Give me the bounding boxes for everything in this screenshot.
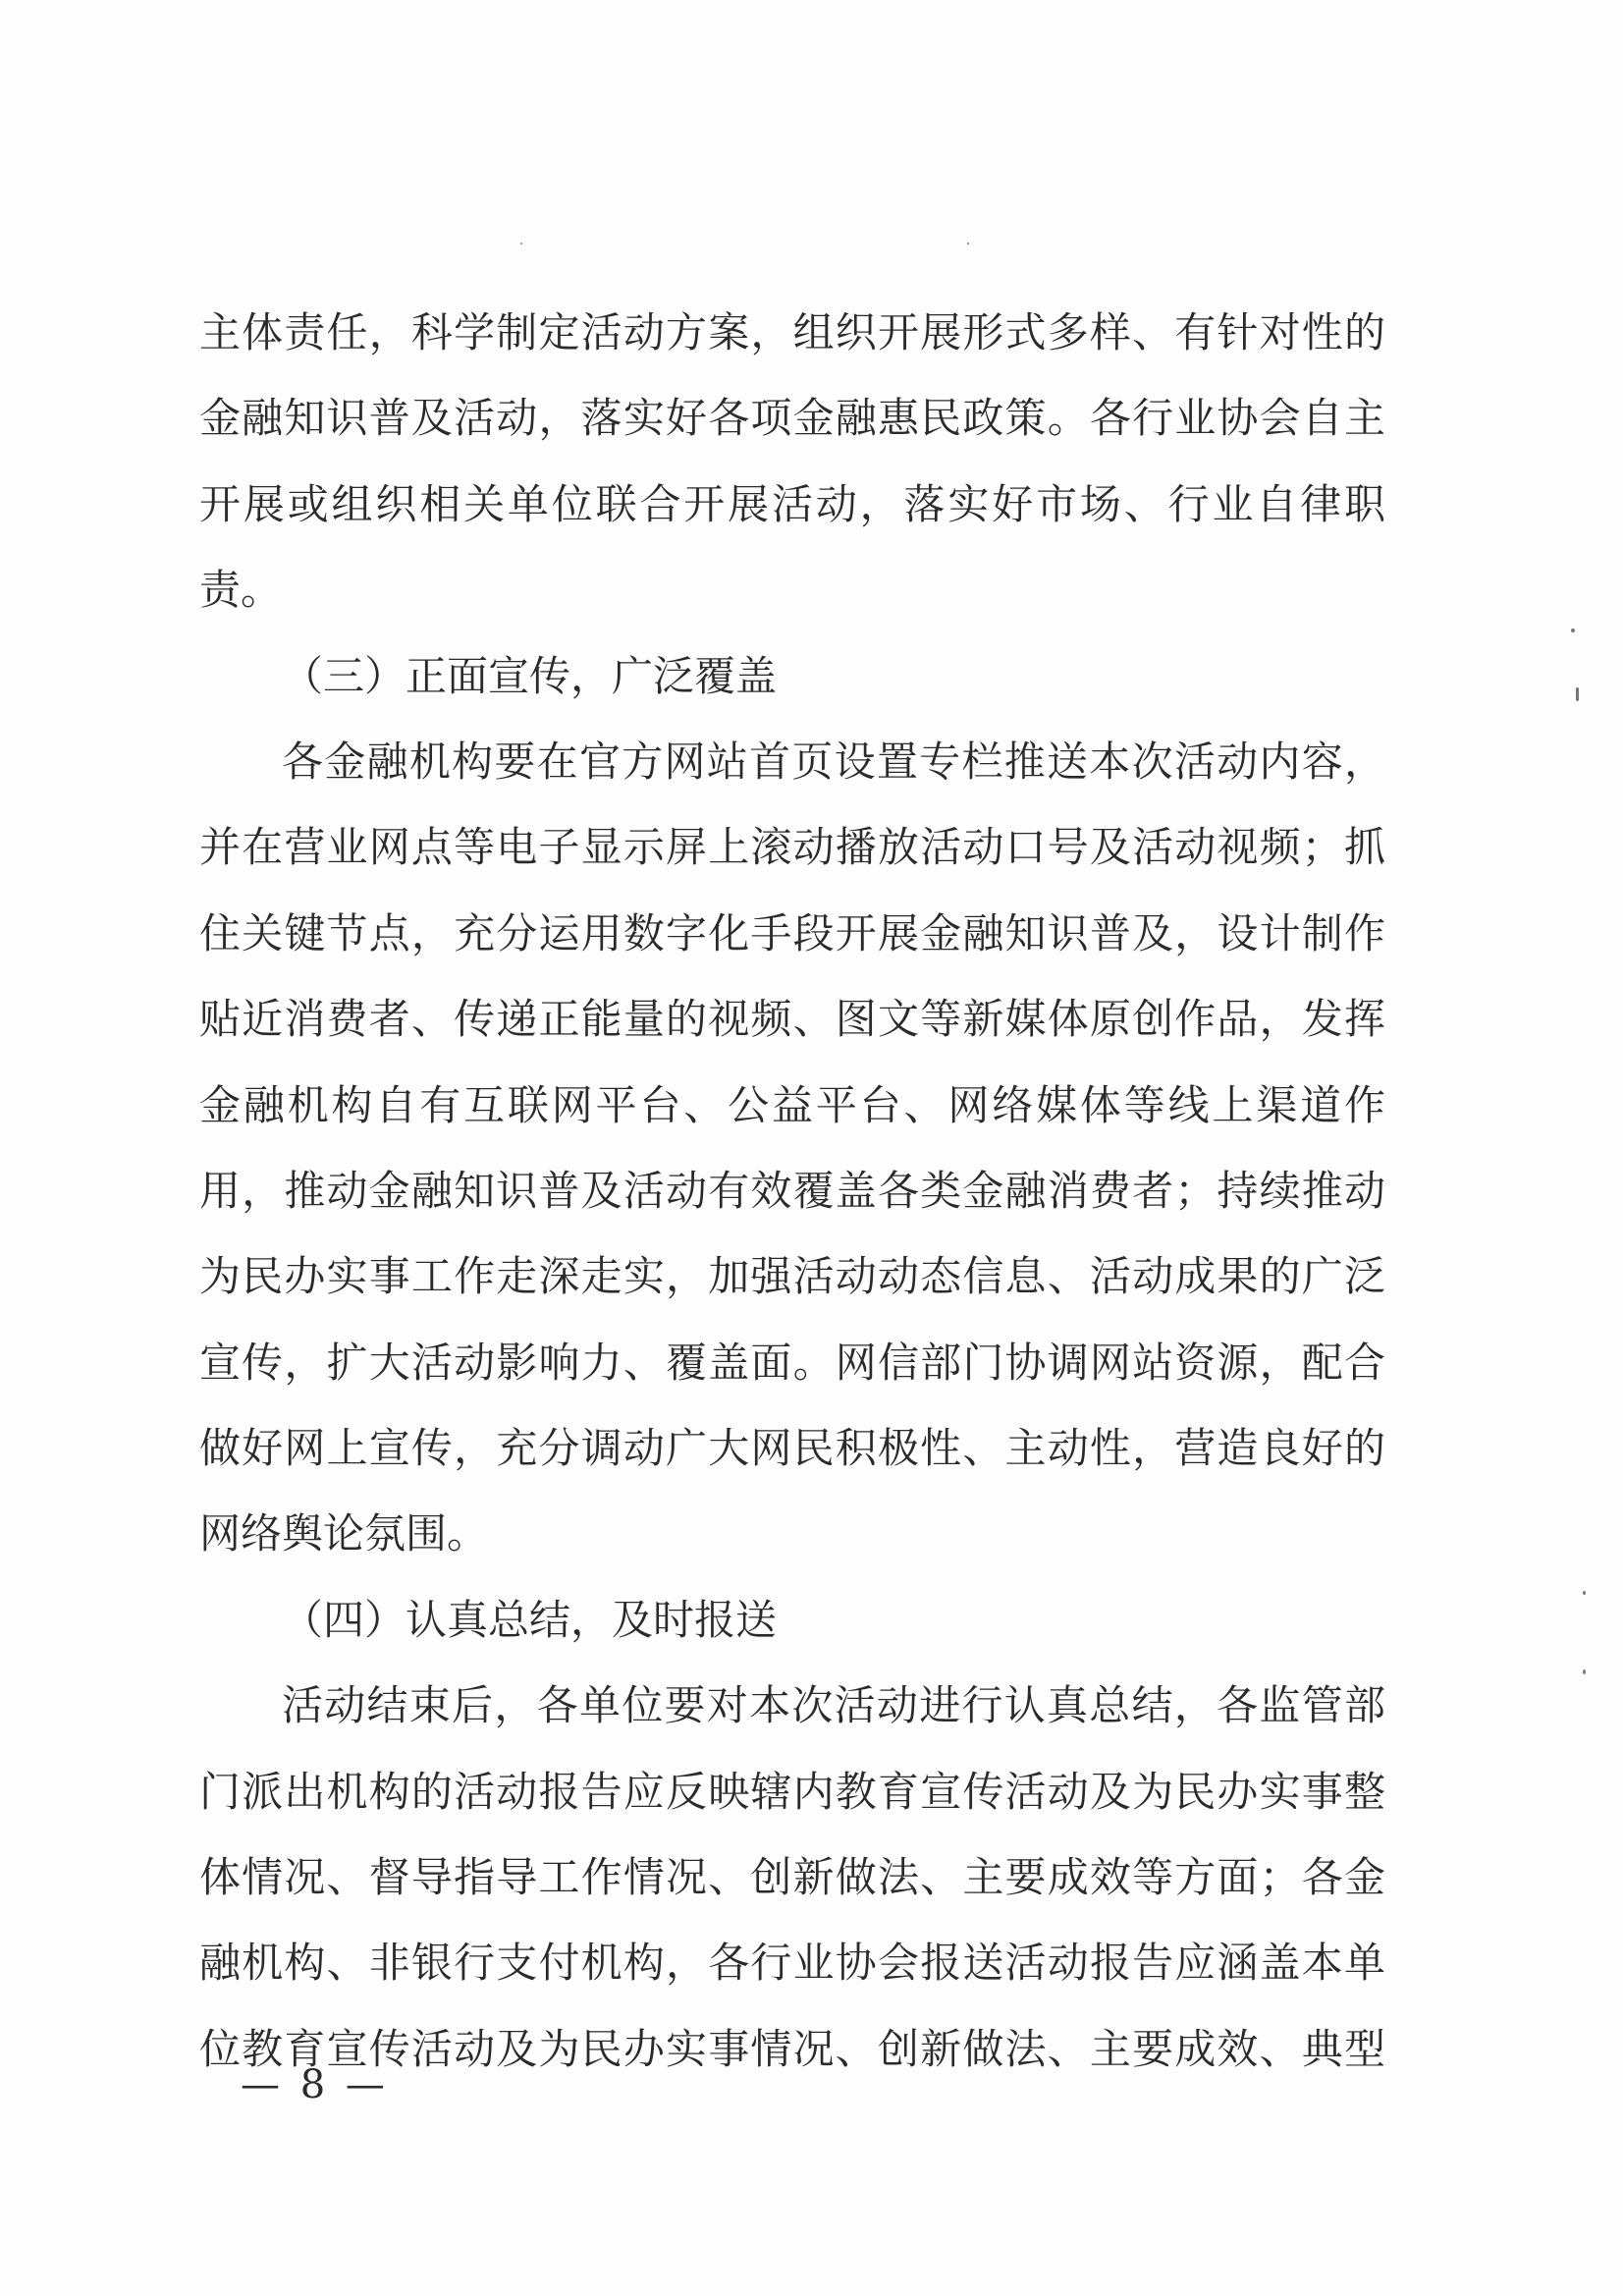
body-line: 各金融机构要在官方网站首页设置专栏推送本次活动内容，: [282, 737, 1385, 786]
body-line: 门派出机构的活动报告应反映辖内教育宣传活动及为民办实事整: [199, 1767, 1385, 1816]
body-line: 位教育宣传活动及为民办实事情况、创新做法、主要成效、典型: [199, 2024, 1385, 2073]
body-line: 开展或组织相关单位联合开展活动，落实好市场、行业自律职: [199, 479, 1385, 528]
body-line: 用，推动金融知识普及活动有效覆盖各类金融消费者；持续推动: [199, 1166, 1385, 1215]
body-line: 网络舆论氛围。: [199, 1509, 489, 1558]
body-line: 融机构、非银行支付机构，各行业协会报送活动报告应涵盖本单: [199, 1939, 1385, 1988]
body-line: 贴近消费者、传递正能量的视频、图文等新媒体原创作品，发挥: [199, 995, 1385, 1044]
body-line: 金融知识普及活动，落实好各项金融惠民政策。各行业协会自主: [199, 394, 1385, 443]
scan-speck: [1576, 687, 1579, 701]
body-line: 体情况、督导指导工作情况、创新做法、主要成效等方面；各金: [199, 1853, 1385, 1902]
scan-speck: [1583, 1669, 1586, 1674]
section-heading-4: （四）认真总结，及时报送: [282, 1595, 778, 1644]
body-line: 住关键节点，充分运用数字化手段开展金融知识普及，设计制作: [199, 908, 1385, 957]
scan-speck: [1583, 1591, 1586, 1595]
scan-speck: [520, 243, 522, 245]
scan-speck: [967, 243, 969, 245]
document-body: [199, 290, 1385, 2092]
body-line: 并在营业网点等电子显示屏上滚动播放活动口号及活动视频；抓: [199, 823, 1385, 872]
body-line: 做好网上宣传，充分调动广大网民积极性、主动性，营造良好的: [199, 1424, 1385, 1473]
body-line: 金融机构自有互联网平台、公益平台、网络媒体等线上渠道作: [199, 1080, 1385, 1129]
body-line: 主体责任，科学制定活动方案，组织开展形式多样、有针对性的: [199, 308, 1385, 356]
section-heading-3: （三）正面宣传，广泛覆盖: [282, 651, 778, 700]
page-number: — 8 —: [241, 2062, 389, 2107]
body-line: 为民办实事工作走深走实，加强活动动态信息、活动成果的广泛: [199, 1252, 1385, 1301]
body-line: 活动结束后，各单位要对本次活动进行认真总结，各监管部: [282, 1681, 1385, 1730]
body-line: 责。: [199, 566, 283, 615]
scan-speck: [1571, 629, 1575, 632]
body-line: 宣传，扩大活动影响力、覆盖面。网信部门协调网站资源，配合: [199, 1338, 1385, 1387]
